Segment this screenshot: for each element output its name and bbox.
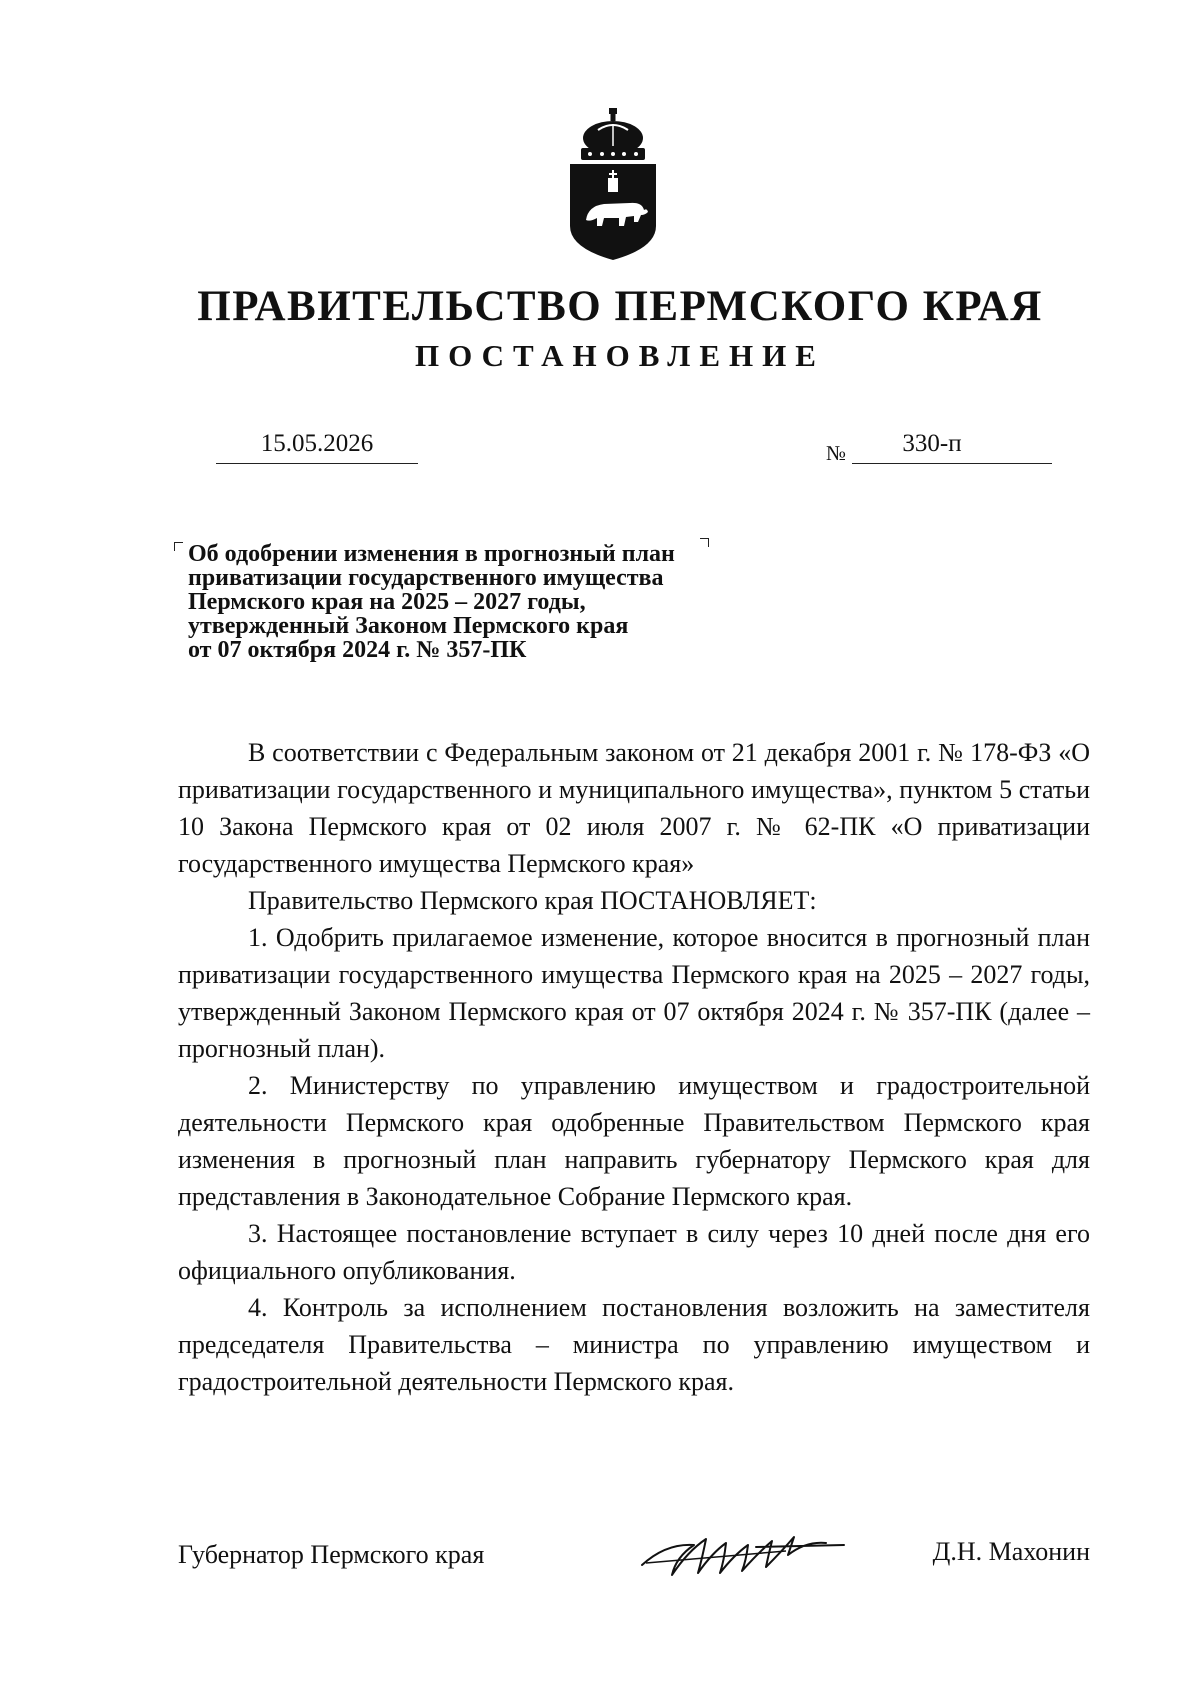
preamble-paragraph: В соответствии с Федеральным законом от 21 декабря 2001 г. № 178-ФЗ «О приватизации государственного и муниципального имущества», пунктом 5 статьи 10 Закона Пермского края от 02 июля 2007 г. № 62-ПК «О приватизации государственного имущества Пермского края» xyxy=(178,738,1090,878)
number-underline xyxy=(852,463,1052,464)
handwritten-signature-icon xyxy=(636,1517,848,1583)
title-line: приватизации государственного имущества xyxy=(188,565,664,591)
item-paragraph: 3. Настоящее постановление вступает в силу через 10 дней после дня его официального опубликования. xyxy=(178,1219,1090,1285)
title-line: утвержденный Законом Пермского края xyxy=(188,613,629,639)
item-paragraph: 4. Контроль за исполнением постановления возложить на заместителя председателя Правительства – министра по управлению имуществом и градостроительной деятельности Пермского края. xyxy=(178,1293,1090,1396)
signatory-title: Губернатор Пермского края xyxy=(178,1540,485,1569)
perm-krai-coat-of-arms-icon xyxy=(568,108,658,260)
item-paragraph: 1. Одобрить прилагаемое изменение, которое вносится в прогнозный план приватизации государственного имущества Пермского края на 2025 – 2027 годы, утвержденный Законом Пермского края от 07 октября 2024 г. № 357-ПК (далее – прогнозный план). xyxy=(178,923,1090,1063)
signatory-name: Д.Н. Махонин xyxy=(932,1537,1090,1566)
document-number: 330-п xyxy=(902,430,962,457)
title-left-corner-mark xyxy=(174,542,183,551)
organization-title: ПРАВИТЕЛЬСТВО ПЕРМСКОГО КРАЯ xyxy=(197,283,1043,330)
number-label: № xyxy=(826,441,847,465)
document-date: 15.05.2026 xyxy=(260,430,374,457)
title-line: от 07 октября 2024 г. № 357-ПК xyxy=(188,637,527,663)
document-type: ПОСТАНОВЛЕНИЕ xyxy=(415,338,825,373)
title-line: Пермского края на 2025 – 2027 годы, xyxy=(188,589,586,615)
item-paragraph: 2. Министерству по управлению имуществом и градостроительной деятельности Пермского края одобренные Правительством Пермского края изменения в прогнозный план направить губернатору Пермского края для представления в Законодательное Собрание Пермского края. xyxy=(178,1071,1090,1211)
date-underline xyxy=(216,463,418,464)
document-body xyxy=(178,734,1090,1400)
resolves-paragraph: Правительство Пермского края ПОСТАНОВЛЯЕТ: xyxy=(248,886,817,915)
document-title xyxy=(188,542,788,662)
title-line: Об одобрении изменения в прогнозный план xyxy=(188,541,675,567)
